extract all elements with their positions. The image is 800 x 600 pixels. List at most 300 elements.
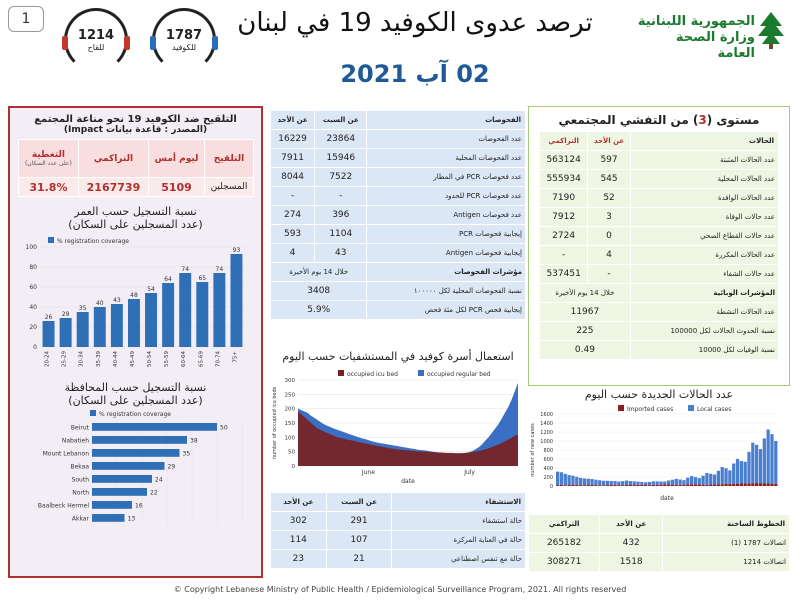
- age-bar: [196, 282, 208, 347]
- community-spread-panel: [528, 106, 790, 386]
- cedar-logo-icon: [756, 10, 786, 50]
- cases-sun: 52: [588, 189, 631, 208]
- cases-label: عدد حالات الوفاة: [630, 208, 778, 227]
- imported-bar: [694, 484, 697, 486]
- hotlines-table: [528, 514, 790, 572]
- tests-indicator-value-0: 3408: [271, 282, 367, 301]
- cases-cum: 7190: [540, 189, 588, 208]
- age-bar: [145, 293, 157, 347]
- cases-table: [539, 131, 779, 360]
- epi-value: 225: [540, 322, 631, 341]
- imported-bar: [602, 485, 605, 486]
- imported-bar: [705, 485, 708, 486]
- imported-bar: [610, 485, 613, 486]
- local-bar: [579, 478, 582, 485]
- spread-level: 3: [698, 113, 707, 127]
- cases-cum: 555934: [540, 170, 588, 189]
- imported-bar: [606, 485, 609, 486]
- governorate-bar-label: 35: [182, 450, 191, 458]
- hosp-label: حالة في العناية المركزة: [392, 531, 526, 550]
- local-bar: [747, 452, 750, 484]
- vacc-row-label: المسجلين: [205, 178, 253, 197]
- tests-indicators-period: خلال 14 يوم الأخيرة: [271, 263, 367, 282]
- governorate-bar-label: 24: [155, 476, 163, 484]
- imported-bar: [594, 485, 597, 486]
- hospital-chart-title: استعمال أسرة كوفيد في المستشفيات حسب اليوم: [282, 350, 514, 363]
- local-bar: [652, 481, 655, 485]
- epi-row: [540, 303, 779, 322]
- tests-sun: 274: [271, 206, 315, 225]
- headphone-left-icon: [150, 36, 156, 50]
- tests-sun: 16229: [271, 130, 315, 149]
- imported-bar: [721, 484, 724, 486]
- imported-bar: [590, 485, 593, 486]
- hotline-sun: 1518: [600, 553, 663, 572]
- hotline-label: اتصالات 1787 (1): [663, 534, 790, 553]
- tests-label: عدد الفحوصات: [367, 130, 526, 149]
- local-bar: [721, 467, 724, 484]
- cases-header-sun: عن الأحد: [588, 132, 631, 151]
- vaccination-table: [18, 139, 254, 197]
- age-bar: [128, 299, 140, 347]
- age-category-label: 75+: [232, 351, 239, 363]
- legend-label: % registration coverage: [99, 411, 171, 418]
- vacc-yesterday-value: 5109: [148, 178, 205, 197]
- y-tick-label: 50: [288, 449, 295, 456]
- imported-bar: [767, 484, 770, 486]
- governorate-bar: [92, 423, 217, 431]
- hosp-row: [271, 531, 526, 550]
- x-axis-label: date: [401, 478, 415, 485]
- governorate-category-label: Mount Lebanon: [42, 450, 89, 458]
- tests-label: إيجابية فحوصات Antigen: [367, 244, 526, 263]
- governorate-bar-label: 22: [150, 489, 158, 497]
- hosp-header-sat: عن السبت: [326, 493, 392, 512]
- local-bar: [590, 479, 593, 485]
- governorate-bar: [92, 514, 125, 522]
- hotline-1787-label: للكوفيد: [171, 43, 197, 52]
- imported-bar: [736, 484, 739, 486]
- epi-period: خلال 14 يوم الأخيرة: [540, 284, 631, 303]
- age-bar-label: 40: [95, 300, 104, 307]
- age-bar: [111, 304, 123, 347]
- local-bar: [571, 476, 574, 485]
- local-bar: [663, 482, 666, 485]
- imported-bar: [583, 485, 586, 486]
- imported-bar: [763, 483, 766, 486]
- imported-bar: [564, 485, 567, 486]
- age-bar: [94, 307, 106, 347]
- governorate-coverage-chart: [10, 407, 261, 535]
- ministry-name: [635, 14, 755, 62]
- imported-bar: [698, 484, 701, 486]
- hotlines-panel: [528, 514, 790, 572]
- cases-label: عدد حالات القطاع الصحي: [630, 227, 778, 246]
- imported-bar: [613, 485, 616, 486]
- local-bar: [744, 462, 747, 484]
- y-axis-label: number of occupied icu beds: [272, 386, 278, 460]
- cases-row: [540, 208, 779, 227]
- local-bar: [602, 481, 605, 486]
- governorate-bar: [92, 488, 147, 496]
- tests-indicator-value-1: 5.9%: [271, 301, 367, 320]
- imported-bar: [690, 484, 693, 486]
- age-bar-label: 74: [181, 266, 190, 273]
- legend-label-imported: Imported cases: [627, 406, 674, 413]
- age-category-label: 50-54: [147, 351, 154, 367]
- imported-bar: [686, 484, 689, 486]
- imported-bar: [732, 484, 735, 486]
- vacc-cumulative-value: 2167739: [79, 178, 148, 197]
- y-tick-label: 60: [29, 284, 37, 291]
- hotline-cum: 308271: [529, 553, 600, 572]
- imported-bar: [709, 485, 712, 486]
- tests-sun: -: [271, 187, 315, 206]
- headphone-right-icon: [124, 36, 130, 50]
- y-tick-label: 1400: [540, 421, 553, 427]
- tests-sat: 396: [315, 206, 367, 225]
- hosp-sat: 107: [326, 531, 392, 550]
- imported-bar: [571, 485, 574, 486]
- age-bar-label: 65: [198, 275, 207, 282]
- imported-bar: [755, 483, 758, 486]
- tests-sat: 7522: [315, 168, 367, 187]
- y-tick-label: 200: [543, 475, 553, 481]
- local-bar: [751, 443, 754, 484]
- imported-bar: [701, 485, 704, 486]
- imported-bar: [648, 485, 651, 486]
- cases-cum: 563124: [540, 151, 588, 170]
- y-tick-label: 250: [284, 392, 295, 399]
- y-tick-label: 80: [29, 264, 37, 271]
- age-category-label: 45-49: [129, 351, 136, 367]
- y-tick-label: 150: [284, 421, 295, 427]
- age-bar-label: 43: [113, 297, 121, 304]
- hosp-sat: 291: [326, 512, 392, 531]
- tests-sun: 8044: [271, 168, 315, 187]
- local-bar: [644, 482, 647, 485]
- local-bar: [640, 482, 643, 485]
- imported-bar: [671, 485, 674, 486]
- local-bar: [598, 480, 601, 485]
- local-bar: [606, 481, 609, 485]
- hotline-header-label: الخطوط الساخنة: [663, 515, 790, 534]
- tests-indicator-label-1: إيجابية فحص PCR لكل مئة فحص: [367, 301, 526, 320]
- governorate-chart-title: نسبة التسجيل حسب المحافظة (عدد المسجلين على السكان): [64, 381, 207, 407]
- legend-swatch: [90, 410, 96, 416]
- gov-line-2: وزارة الصحة العامة: [675, 30, 755, 61]
- local-bar: [560, 472, 563, 485]
- age-chart-title: نسبة التسجيل حسب العمر (عدد المسجلين على السكان): [68, 205, 203, 231]
- local-bar: [713, 475, 716, 485]
- local-bar: [671, 480, 674, 485]
- vaccination-subtitle: (المصدر : قاعدة بيانات Impact): [63, 125, 208, 135]
- hosp-sun: 114: [271, 531, 327, 550]
- age-bar: [162, 283, 174, 347]
- cases-row: [540, 265, 779, 284]
- local-bar: [567, 475, 570, 485]
- hotline-label: اتصالات 1214: [663, 553, 790, 572]
- legend-swatch: [48, 237, 54, 243]
- cases-sun: 545: [588, 170, 631, 189]
- epi-value: 11967: [540, 303, 631, 322]
- local-bar: [694, 477, 697, 484]
- icu-bed-area: [298, 412, 518, 466]
- hosp-sun: 23: [271, 550, 327, 569]
- governorate-category-label: North: [72, 489, 89, 497]
- cases-cum: 2724: [540, 227, 588, 246]
- local-bar: [774, 441, 777, 484]
- imported-bar: [598, 485, 601, 486]
- local-bar: [759, 449, 762, 483]
- cases-sun: 4: [588, 246, 631, 265]
- tests-indicator-label-0: نسبة الفحوصات المحلية لكل ١٠٠٠٠٠: [367, 282, 526, 301]
- hotline-1787-number: 1787: [165, 28, 203, 43]
- daily-cases-chart: [528, 402, 790, 508]
- tests-label: عدد فحوصات PCR للحدود: [367, 187, 526, 206]
- tests-row: [271, 149, 526, 168]
- legend-swatch-local: [688, 405, 694, 411]
- tests-header-label: الفحوصات: [367, 111, 526, 130]
- local-bar: [613, 481, 616, 485]
- imported-bar: [759, 483, 762, 486]
- epi-label: عدد الحالات النشطة: [630, 303, 778, 322]
- imported-bar: [629, 485, 632, 486]
- governorate-bar: [92, 436, 187, 444]
- hotline-header-cum: التراكمي: [529, 515, 600, 534]
- imported-bar: [744, 483, 747, 486]
- age-bar-label: 26: [44, 314, 53, 321]
- tests-sat: -: [315, 187, 367, 206]
- cases-row: [540, 170, 779, 189]
- imported-bar: [587, 485, 590, 486]
- copyright-footer: © Copyright Lebanese Ministry of Public Health / Epidemiological Surveillance Program, 2021. All rights reserved: [173, 585, 627, 594]
- local-bar: [656, 481, 659, 484]
- legend-swatch-imported: [618, 405, 624, 411]
- tests-label: عدد فحوصات Antigen: [367, 206, 526, 225]
- age-bar-label: 93: [232, 247, 241, 254]
- y-tick-label: 20: [29, 324, 37, 331]
- epi-label: نسبة الحدوث الحالات لكل 100000: [630, 322, 778, 341]
- vaccination-title: التلقيح ضد الكوفيد 19 نحو مناعة المجتمع: [34, 114, 237, 125]
- governorate-bar-label: 16: [135, 502, 143, 510]
- imported-bar: [575, 485, 578, 486]
- age-bar: [213, 273, 225, 347]
- local-bar: [667, 481, 670, 485]
- legend-label-regular: occupied regular bed: [427, 371, 491, 378]
- local-bar: [701, 476, 704, 485]
- imported-bar: [625, 485, 628, 486]
- governorate-category-label: Beirut: [70, 424, 89, 432]
- governorate-bar-label: 50: [220, 424, 228, 432]
- y-tick-label: 1200: [540, 430, 553, 436]
- cases-row: [540, 227, 779, 246]
- imported-bar: [678, 485, 681, 486]
- tests-label: عدد فحوصات PCR في المطار: [367, 168, 526, 187]
- local-bar: [659, 482, 662, 485]
- age-category-label: 70-74: [215, 351, 222, 367]
- tests-sat: 1104: [315, 225, 367, 244]
- governorate-category-label: Akkar: [71, 515, 89, 523]
- age-bar: [230, 254, 242, 347]
- governorate-category-label: Bekaa: [70, 463, 89, 471]
- epi-value: 0.49: [540, 341, 631, 360]
- local-bar: [594, 480, 597, 485]
- local-bar: [717, 471, 720, 485]
- governorate-category-label: Baalbeck Hermel: [37, 502, 89, 510]
- age-category-label: 35-39: [95, 351, 102, 367]
- tests-sat: 15946: [315, 149, 367, 168]
- age-bar-label: 35: [78, 305, 87, 312]
- epi-row: [540, 341, 779, 360]
- gov-line-1: الجمهورية اللبنانية: [637, 14, 755, 29]
- y-tick-label: 100: [284, 435, 295, 442]
- imported-bar: [656, 485, 659, 486]
- tests-sat: 43: [315, 244, 367, 263]
- local-bar: [556, 472, 559, 486]
- coverage-note: (على عدد السكان): [24, 160, 72, 167]
- imported-bar: [560, 485, 563, 486]
- age-category-label: 40-44: [112, 351, 119, 367]
- x-axis-label: date: [660, 495, 674, 502]
- tests-indicators-header: مؤشرات الفحوصات: [367, 263, 526, 282]
- y-tick-label: 0: [549, 484, 553, 490]
- local-bar: [648, 482, 651, 485]
- imported-bar: [724, 484, 727, 486]
- legend-label-icu: occupied icu bed: [347, 371, 398, 378]
- age-category-label: 55-59: [164, 351, 171, 367]
- tests-row: [271, 206, 526, 225]
- x-tick-label: June: [361, 469, 375, 476]
- hotline-1214-label: للقاح: [87, 43, 105, 52]
- hosp-sun: 302: [271, 512, 327, 531]
- cases-header-cum: التراكمي: [540, 132, 588, 151]
- governorate-bar: [92, 449, 180, 457]
- governorate-bar-label: 29: [167, 463, 176, 471]
- age-coverage-chart: [10, 231, 261, 381]
- local-bar: [575, 477, 578, 485]
- cases-label: عدد الحالات المكررة: [630, 246, 778, 265]
- imported-bar: [640, 485, 643, 486]
- hotline-1787-badge: [158, 14, 210, 66]
- imported-bar: [740, 484, 743, 486]
- local-bar: [617, 482, 620, 486]
- y-tick-label: 1000: [540, 439, 553, 445]
- age-bar-label: 64: [164, 276, 172, 283]
- local-bar: [636, 482, 639, 485]
- vacc-header-cumulative: التراكمي: [79, 140, 148, 178]
- tests-row: [271, 225, 526, 244]
- local-bar: [740, 461, 743, 484]
- tests-panel: [270, 110, 526, 320]
- age-bar: [60, 318, 72, 347]
- imported-bar: [675, 485, 678, 486]
- hotline-sun: 432: [600, 534, 663, 553]
- hotline-row: [529, 534, 790, 553]
- imported-bar: [774, 484, 777, 486]
- cases-row: [540, 151, 779, 170]
- local-bar: [587, 479, 590, 485]
- age-category-label: 65-69: [198, 351, 205, 367]
- y-tick-label: 100: [25, 244, 37, 251]
- page-title: ترصد عدوى الكوفيد 19 في لبنان: [237, 8, 593, 38]
- imported-bar: [556, 485, 559, 486]
- imported-bar: [682, 485, 685, 486]
- local-bar: [736, 459, 739, 484]
- imported-bar: [644, 485, 647, 486]
- local-bar: [610, 481, 613, 485]
- cases-sun: 3: [588, 208, 631, 227]
- tests-row: [271, 244, 526, 263]
- imported-bar: [636, 485, 639, 486]
- local-bar: [633, 481, 636, 484]
- cases-label: عدد حالات الشفاء: [630, 265, 778, 284]
- y-tick-label: 400: [543, 466, 553, 472]
- local-bar: [678, 479, 681, 484]
- local-bar: [686, 478, 689, 485]
- vacc-coverage-value: 31.8%: [18, 178, 79, 197]
- tests-row: [271, 187, 526, 206]
- local-bar: [732, 464, 735, 484]
- y-tick-label: 600: [543, 457, 553, 463]
- local-bar: [690, 476, 693, 484]
- y-tick-label: 40: [29, 304, 37, 311]
- cases-sun: 0: [588, 227, 631, 246]
- imported-bar: [621, 485, 624, 486]
- age-bar: [43, 321, 55, 347]
- hotline-1214-badge: [70, 14, 122, 66]
- local-bar: [770, 434, 773, 484]
- y-tick-label: 800: [543, 448, 553, 454]
- age-bar-label: 74: [215, 266, 224, 273]
- hospital-beds-chart: [268, 366, 526, 488]
- age-bar: [179, 273, 191, 347]
- governorate-bar: [92, 475, 152, 483]
- vacc-header-yesterday: ليوم أمس: [148, 140, 205, 178]
- imported-bar: [567, 485, 570, 486]
- local-bar: [728, 470, 731, 484]
- imported-bar: [659, 485, 662, 486]
- governorate-bar: [92, 501, 132, 509]
- hospitalization-table: [270, 492, 526, 569]
- age-category-label: 30-34: [78, 351, 85, 367]
- tests-label: عدد الفحوصات المحلية: [367, 149, 526, 168]
- cases-cum: 7912: [540, 208, 588, 227]
- cases-cum: 537451: [540, 265, 588, 284]
- tests-row: [271, 168, 526, 187]
- hotline-1214-number: 1214: [77, 28, 115, 43]
- vaccination-panel: [8, 106, 263, 578]
- governorate-bar: [92, 462, 165, 470]
- tests-row: [271, 130, 526, 149]
- hosp-row: [271, 550, 526, 569]
- age-category-label: 25-29: [61, 351, 68, 367]
- imported-bar: [770, 484, 773, 486]
- imported-bar: [633, 485, 636, 486]
- imported-bar: [663, 484, 666, 486]
- imported-bar: [717, 484, 720, 486]
- vacc-header-type: التلقيح: [205, 140, 253, 178]
- local-bar: [705, 473, 708, 485]
- epi-header: المؤشرات الوبائية: [630, 284, 778, 303]
- governorate-category-label: Nabatieh: [61, 437, 89, 445]
- tests-header-sun: عن الأحد: [271, 111, 315, 130]
- local-bar: [629, 481, 632, 485]
- governorate-category-label: South: [71, 476, 89, 484]
- tests-sun: 593: [271, 225, 315, 244]
- local-bar: [698, 478, 701, 484]
- local-bar: [621, 481, 624, 485]
